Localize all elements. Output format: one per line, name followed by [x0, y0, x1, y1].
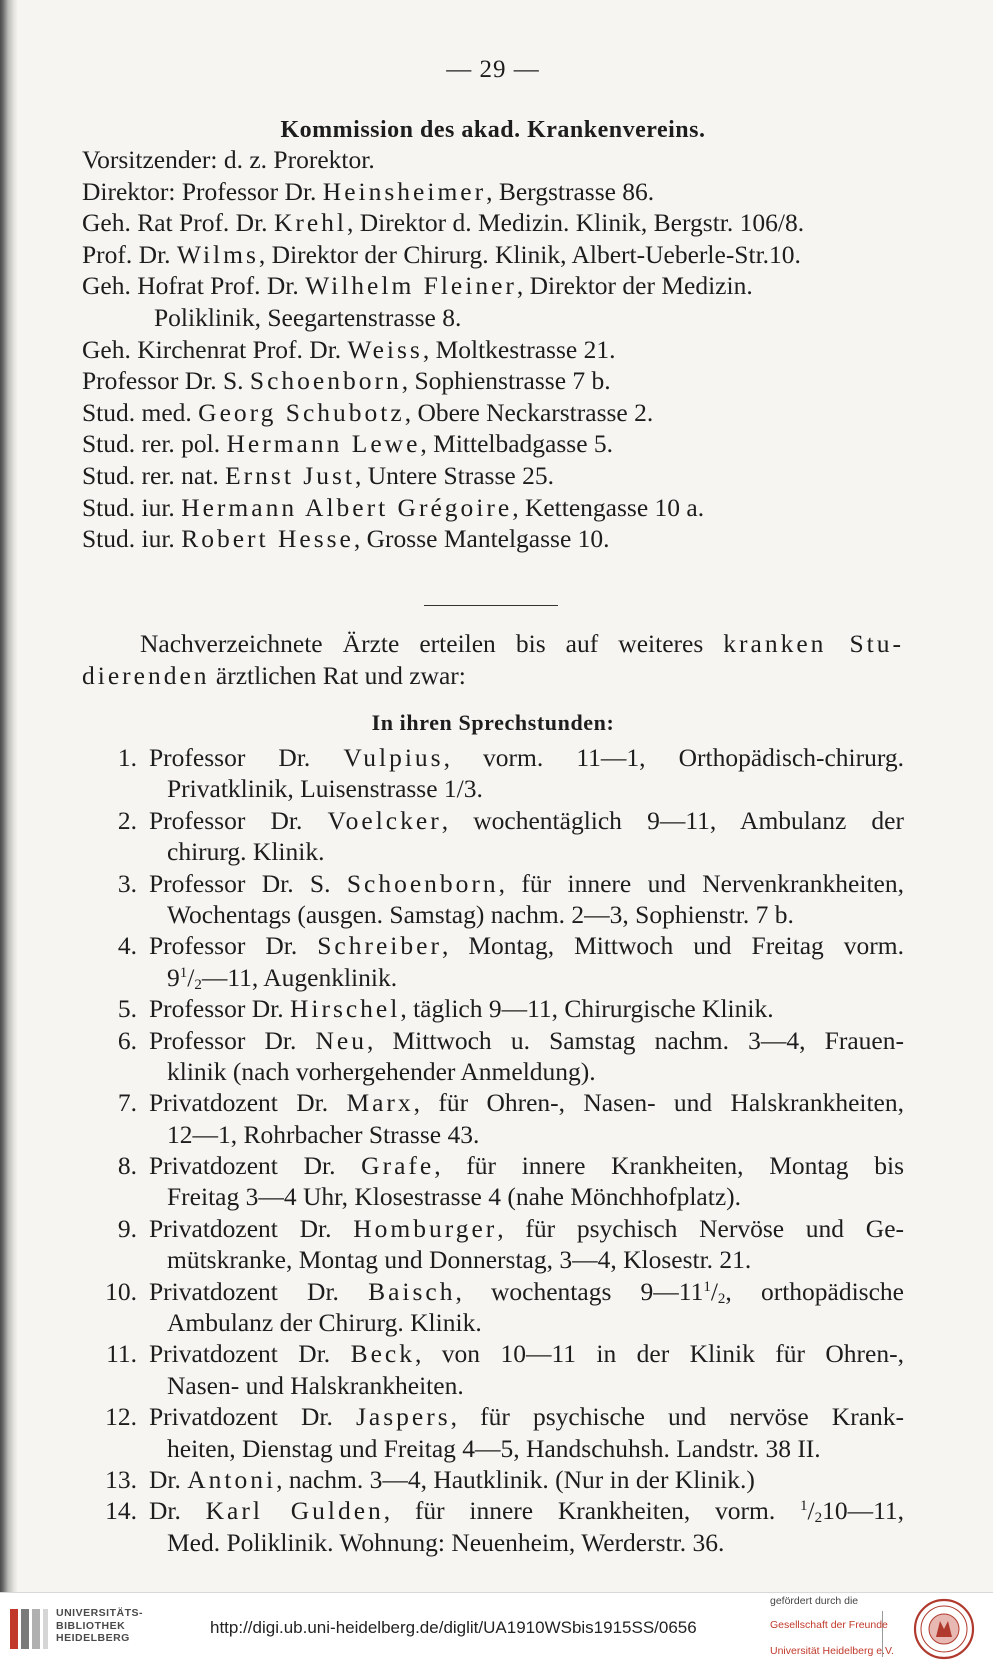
text-run: Privatdozent Dr.	[149, 1339, 351, 1369]
item-continuation-line	[149, 1527, 904, 1558]
item-line	[149, 805, 904, 836]
item-number: 9.	[117, 1213, 137, 1243]
digitization-footer	[0, 1592, 993, 1664]
member-line	[82, 144, 904, 176]
item-text	[149, 1276, 904, 1339]
member-line	[82, 302, 904, 334]
spaced-name: Georg Schubotz	[198, 397, 405, 427]
text-run: 12—1, Rohrbacher Strasse 43.	[167, 1119, 480, 1149]
text-run: , Grosse Mantelgasse 10.	[353, 524, 610, 554]
item-number: 14.	[105, 1496, 137, 1526]
item-number: 4.	[117, 931, 137, 961]
spaced-name: Krehl	[273, 208, 347, 238]
text-run: Stud. rer. nat.	[82, 460, 226, 490]
text-run: , Mittelbadgasse 5.	[420, 429, 614, 459]
list-item	[82, 1087, 904, 1150]
spaced-name: Beck	[350, 1339, 415, 1369]
list-item	[82, 1276, 904, 1339]
list-item	[82, 868, 904, 931]
text-run: Geh. Hofrat Prof. Dr.	[82, 271, 306, 301]
spaced-name: Schreiber	[317, 931, 442, 961]
library-logo-icon	[8, 1605, 50, 1653]
text-run: , für innere Krankheiten, Montag bis	[434, 1151, 904, 1181]
intro-line-2	[82, 660, 904, 692]
spaced-name: Vulpius	[343, 743, 444, 772]
item-continuation-line	[149, 1244, 904, 1275]
text-run: Geh. Kirchenrat Prof. Dr.	[82, 334, 348, 364]
item-line	[149, 1276, 904, 1307]
text-run: , Untere Strasse 25.	[354, 460, 554, 490]
item-text	[149, 1025, 904, 1088]
spaced-name: Schoenborn	[346, 868, 499, 898]
item-text	[149, 930, 904, 993]
item-number: 10.	[105, 1276, 137, 1306]
item-continuation-line	[149, 1307, 904, 1338]
list-item	[82, 1338, 904, 1401]
spaced-name: Wilhelm Fleiner	[305, 271, 517, 301]
scan-binding-edge	[0, 0, 18, 1592]
text-run: , vorm. 11—1, Orthopädisch-chirurg.	[443, 743, 904, 772]
member-line	[82, 207, 904, 239]
fraction-denominator: 2	[717, 1290, 726, 1307]
item-line	[149, 1150, 904, 1181]
item-line	[149, 1025, 904, 1056]
list-item	[82, 1464, 904, 1495]
text-run: , für innere Krankheiten, vorm.	[383, 1496, 800, 1526]
item-line	[149, 1495, 904, 1526]
text-run: /	[710, 1276, 718, 1306]
university-seal-icon	[910, 1597, 978, 1661]
consultation-title: In ihren Sprechstunden:	[371, 710, 615, 735]
text-run: —11, Augenklinik.	[201, 962, 398, 992]
text-run: ärztlichen Rat und zwar:	[209, 660, 466, 690]
spaced-name: Antoni	[187, 1464, 277, 1494]
text-run: , für Ohren-, Nasen- und Halskrankheiten,	[413, 1088, 904, 1118]
item-text	[149, 1338, 904, 1401]
text-run: Vorsitzender: d. z. Prorektor.	[82, 145, 375, 174]
item-line	[149, 868, 904, 899]
item-continuation-line	[149, 962, 904, 993]
member-line	[82, 270, 904, 302]
text-run: , Direktor der Medizin.	[516, 271, 753, 301]
text-run: Stud. iur.	[82, 524, 182, 554]
text-run: Privatdozent Dr.	[149, 1402, 356, 1432]
spaced-name: Grafe	[361, 1151, 435, 1181]
spaced-name: Hermann Lewe	[226, 429, 421, 459]
text-run: Professor Dr.	[149, 1025, 316, 1055]
text-run: /	[807, 1496, 815, 1526]
item-line	[149, 1213, 904, 1244]
fraction-denominator: 2	[194, 976, 202, 993]
item-text	[149, 1464, 904, 1495]
spaced-name: Heinsheimer	[322, 176, 487, 206]
text-run: , Sophienstrasse 7 b.	[401, 366, 611, 396]
text-run: Professor Dr.	[149, 931, 318, 961]
item-number: 8.	[117, 1151, 137, 1181]
document-page	[82, 0, 904, 1592]
spaced-name: Ernst Just	[225, 460, 355, 490]
item-number: 2.	[117, 805, 137, 835]
item-number: 1.	[117, 743, 137, 772]
item-text	[149, 1150, 904, 1213]
text-run: Privatdozent Dr.	[149, 1276, 369, 1306]
spaced-name: kranken Stu-	[723, 629, 904, 658]
text-run: Professor Dr. S.	[149, 868, 347, 898]
spaced-name: Karl Gulden	[205, 1496, 384, 1526]
text-run: Direktor: Professor Dr.	[82, 176, 323, 206]
text-run: Prof. Dr.	[82, 239, 177, 269]
list-item	[82, 1025, 904, 1088]
item-text	[149, 1213, 904, 1276]
member-line	[82, 460, 904, 492]
list-item	[82, 742, 904, 805]
text-run: , Mittwoch u. Samstag nachm. 3—4, Frauen-	[366, 1025, 904, 1055]
text-run: heiten, Dienstag und Freitag 4—5, Handschuhsh. Landstr. 38 II.	[167, 1433, 821, 1463]
list-item	[82, 930, 904, 993]
member-line	[82, 176, 904, 208]
list-item	[82, 1401, 904, 1464]
member-line	[82, 334, 904, 366]
item-continuation-line	[149, 773, 904, 804]
item-number: 12.	[105, 1402, 137, 1432]
text-run: , wochentäglich 9—11, Ambulanz der	[441, 805, 904, 835]
text-run: , Kettengasse 10 a.	[512, 492, 705, 522]
text-run: , Direktor d. Medizin. Klinik, Bergstr. 106/8.	[347, 208, 805, 238]
item-text	[149, 1495, 904, 1558]
text-run: Stud. iur.	[82, 492, 182, 522]
text-run: Freitag 3—4 Uhr, Klosestrasse 4 (nahe Mönchhofplatz).	[167, 1182, 741, 1212]
spaced-name: Hirschel	[289, 994, 401, 1024]
text-run: Wochentags (ausgen. Samstag) nachm. 2—3, Sophienstr. 7 b.	[167, 899, 794, 929]
text-run: mütskranke, Montag und Donnerstag, 3—4, Klosestr. 21.	[167, 1245, 752, 1275]
funder-name-line-1: Gesellschaft der Freunde	[770, 1619, 888, 1631]
spaced-name: Homburger	[353, 1213, 498, 1243]
library-name: UNIVERSITÄTS- BIBLIOTHEK HEIDELBERG	[56, 1607, 144, 1644]
text-run: , Montag, Mittwoch und Freitag vorm.	[441, 931, 904, 961]
member-line	[82, 397, 904, 429]
text-run: 9	[167, 962, 180, 992]
text-run: , von 10—11 in der Klinik für Ohren-,	[415, 1339, 904, 1369]
text-run: Nachverzeichnete Ärzte erteilen bis auf weiteres	[140, 629, 724, 658]
text-run: Nasen- und Halskrankheiten.	[167, 1370, 464, 1400]
text-run: , nachm. 3—4, Hautklinik. (Nur in der Klinik.)	[276, 1464, 755, 1494]
text-run: , für psychische und nervöse Krank-	[450, 1402, 904, 1432]
member-line	[82, 428, 904, 460]
text-run: , Obere Neckarstrasse 2.	[404, 397, 654, 427]
spaced-name: Schoenborn	[249, 366, 402, 396]
text-run: Privatdozent Dr.	[149, 1088, 347, 1118]
text-run: Ambulanz der Chirurg. Klinik.	[167, 1308, 482, 1338]
member-line	[82, 523, 904, 555]
item-number: 13.	[105, 1464, 137, 1494]
text-run: Professor Dr. S.	[82, 366, 250, 396]
spaced-name: Voelcker	[327, 805, 442, 835]
funded-by-label: gefördert durch die	[770, 1595, 859, 1607]
item-continuation-line	[149, 1056, 904, 1087]
text-run: , für psychisch Nervöse und Ge-	[497, 1213, 904, 1243]
item-continuation-line	[149, 899, 904, 930]
text-run: , orthopädische	[725, 1276, 904, 1306]
commission-members	[82, 144, 904, 555]
item-continuation-line	[149, 1181, 904, 1212]
fraction-denominator: 2	[814, 1510, 823, 1527]
text-run: Privatklinik, Luisenstrasse 1/3.	[167, 774, 483, 804]
text-run: Med. Poliklinik. Wohnung: Neuenheim, Werderstr. 36.	[167, 1527, 725, 1557]
item-text	[149, 742, 904, 805]
text-run: Professor Dr.	[149, 743, 344, 772]
physician-list	[82, 742, 904, 1558]
funder-name-line-2: Universität Heidelberg e.V.	[770, 1645, 894, 1657]
text-run: chirurg. Klinik.	[167, 837, 325, 867]
source-url-link[interactable]: http://digi.ub.uni-heidelberg.de/diglit/UA1910WSbis1915SS/0656	[210, 1618, 697, 1637]
text-run: /	[187, 962, 195, 992]
item-continuation-line	[149, 836, 904, 867]
item-number: 7.	[117, 1088, 137, 1118]
item-number: 3.	[117, 868, 137, 898]
item-line	[149, 1338, 904, 1369]
item-line	[149, 1087, 904, 1118]
item-line	[149, 993, 904, 1024]
text-run: Geh. Rat Prof. Dr.	[82, 208, 274, 238]
list-item	[82, 1150, 904, 1213]
page-number: — 29 —	[446, 56, 540, 83]
item-line	[149, 1464, 904, 1495]
spaced-name: dierenden	[82, 660, 210, 690]
item-number: 6.	[117, 1025, 137, 1055]
list-item	[82, 993, 904, 1024]
item-text	[149, 1087, 904, 1150]
list-item	[82, 805, 904, 868]
spaced-name: Wilms	[176, 239, 259, 269]
text-run: , Moltkestrasse 21.	[422, 334, 616, 364]
item-continuation-line	[149, 1119, 904, 1150]
text-run: Stud. med.	[82, 397, 199, 427]
text-run: Dr.	[149, 1464, 188, 1494]
item-text	[149, 868, 904, 931]
text-run: 10—11,	[822, 1496, 904, 1526]
text-run: Stud. rer. pol.	[82, 429, 227, 459]
section-divider	[424, 605, 558, 606]
member-line	[82, 492, 904, 524]
spaced-name: Weiss	[347, 334, 423, 364]
text-run: Dr.	[149, 1496, 206, 1526]
spaced-name: Robert Hesse	[181, 524, 354, 554]
text-run: , wochentags 9—11	[455, 1276, 704, 1306]
text-run: , für innere und Nervenkrankheiten,	[498, 868, 904, 898]
item-text	[149, 993, 904, 1024]
item-number: 11.	[106, 1339, 137, 1369]
text-run: klinik (nach vorhergehender Anmeldung).	[167, 1056, 596, 1086]
spaced-name: Marx	[346, 1088, 414, 1118]
item-line	[149, 742, 904, 773]
text-run: Professor Dr.	[149, 994, 290, 1024]
text-run: , täglich 9—11, Chirurgische Klinik.	[400, 994, 774, 1024]
member-line	[82, 365, 904, 397]
member-line	[82, 239, 904, 271]
spaced-name: Neu	[315, 1025, 367, 1055]
text-run: , Direktor der Chirurg. Klinik, Albert-Ueberle-Str.10.	[258, 239, 801, 269]
intro-line-1	[82, 628, 904, 660]
text-run: Poliklinik, Seegartenstrasse 8.	[154, 302, 462, 332]
text-run: , Bergstrasse 86.	[486, 176, 655, 206]
item-number: 5.	[117, 994, 137, 1024]
item-line	[149, 930, 904, 961]
commission-title: Kommission des akad. Krankenvereins.	[280, 117, 706, 143]
intro-paragraph	[82, 628, 904, 691]
spaced-name: Baisch	[368, 1276, 456, 1306]
fraction-numerator: 1	[799, 1498, 808, 1515]
text-run: Privatdozent Dr.	[149, 1213, 354, 1243]
list-item	[82, 1495, 904, 1558]
spaced-name: Jaspers	[356, 1402, 451, 1432]
text-run: Professor Dr.	[149, 805, 328, 835]
list-item	[82, 1213, 904, 1276]
text-run: Privatdozent Dr.	[149, 1151, 362, 1181]
item-continuation-line	[149, 1433, 904, 1464]
spaced-name: Hermann Albert Grégoire	[181, 492, 513, 522]
item-text	[149, 805, 904, 868]
item-text	[149, 1401, 904, 1464]
fraction-numerator: 1	[179, 964, 188, 981]
item-continuation-line	[149, 1370, 904, 1401]
item-line	[149, 1401, 904, 1432]
fraction-numerator: 1	[703, 1278, 711, 1295]
